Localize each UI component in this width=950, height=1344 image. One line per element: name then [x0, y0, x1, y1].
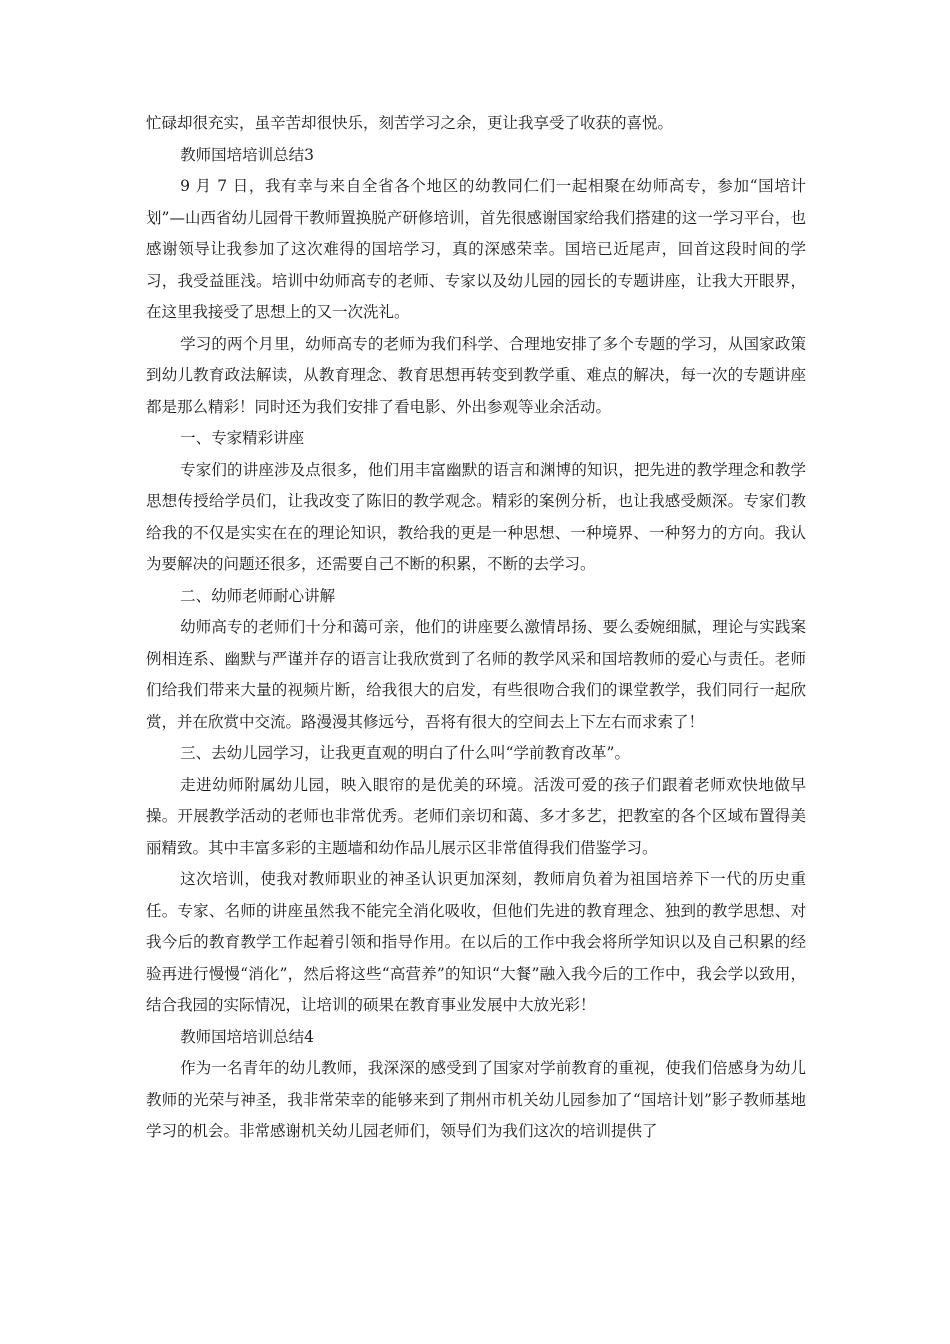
paragraph-10: 走进幼师附属幼儿园，映入眼帘的是优美的环境。活泼可爱的孩子们跟着老师欢快地做早操。开展教学活动的老师也非常优秀。老师们亲切和蔼、多才多艺，把教室的各个区域布置得美丽精致。其中丰富多彩的主题墙和幼作品儿展示区非常值得我们借鉴学习。 — [146, 775, 806, 857]
paragraph-13: 作为一名青年的幼儿教师，我深深的感受到了国家对学前教育的重视，使我们倍感身为幼儿教师的光荣与神圣，我非常荣幸的能够来到了荆州市机关幼儿园参加了“国培计划”影子教师基地学习的机会。非常感谢机关幼儿园老师们，领导们为我们这次的培训提供了 — [146, 1059, 806, 1140]
subheading-2: 二、幼师老师耐心讲解 — [180, 586, 336, 605]
subheading-1: 一、专家精彩讲座 — [180, 429, 305, 447]
document-page — [146, 108, 806, 1148]
subheading-3: 三、去幼儿园学习，让我更直观的明白了什么叫“学前教育改革”。 — [180, 744, 630, 762]
paragraph-11: 这次培训，使我对教师职业的神圣认识更加深刻，教师肩负着为祖国培养下一代的历史重任。专家、名师的讲座虽然我不能完全消化吸收，但他们先进的教育理念、独到的教学思想、对我今后的教育教学工作起着引领和指导作用。在以后的工作中我会将所学知识以及自己积累的经验再进行慢慢“消化”，然后将这些“高营养”的知识“大餐”融入我今后的工作中，我会学以致用，结合我园的实际情况，让培训的硕果在教育事业发展中大放光彩！ — [146, 870, 806, 1014]
paragraph-1: 忙碌却很充实，虽辛苦却很快乐，刻苦学习之余，更让我享受了收获的喜悦。 — [146, 114, 674, 132]
section-heading-4: 教师国培培训总结4 — [180, 1027, 314, 1046]
paragraph-3: 9 月 7 日，我有幸与来自全省各个地区的幼教同仁们一起相聚在幼师高专，参加“国培计划”—山西省幼儿园骨干教师置换脱产研修培训，首先很感谢国家给我们搭建的这一学习平台，也感谢领导让我参加了这次难得的国培学习，真的深感荣幸。国培已近尾声，回首这段时间的学习，我受益匪浅。培训中幼师高专的老师、专家以及幼儿园的园长的专题讲座，让我大开眼界，在这里我接受了思想上的又一次洗礼。 — [146, 177, 806, 321]
paragraph-4: 学习的两个月里，幼师高专的老师为我们科学、合理地安排了多个专题的学习，从国家政策到幼儿教育政法解读，从教育理念、教育思想再转变到教学重、难点的解决，每一次的专题讲座都是那么精彩！同时还为我们安排了看电影、外出参观等业余活动。 — [146, 334, 806, 416]
paragraph-8: 幼师高专的老师们十分和蔼可亲，他们的讲座要么激情昂扬、要么委婉细腻，理论与实践案例相连系、幽默与严谨并存的语言让我欣赏到了名师的教学风采和国培教师的爱心与责任。老师们给我们带来大量的视频片断，给我很大的启发，有些很吻合我们的课堂教学，我们同行一起欣赏，并在欣赏中交流。路漫漫其修远兮，吾将有很大的空间去上下左右而求索了！ — [146, 618, 806, 731]
paragraph-6: 专家们的讲座涉及点很多，他们用丰富幽默的语言和渊博的知识，把先进的教学理念和教学思想传授给学员们，让我改变了陈旧的教学观念。精彩的案例分析，也让我感受颇深。专家们教给我的不仅是实实在在的理论知识，教给我的更是一种思想、一种境界、一种努力的方向。我认为要解决的问题还很多，还需要自己不断的积累，不断的去学习。 — [146, 460, 806, 573]
section-heading-3: 教师国培培训总结3 — [180, 145, 314, 164]
